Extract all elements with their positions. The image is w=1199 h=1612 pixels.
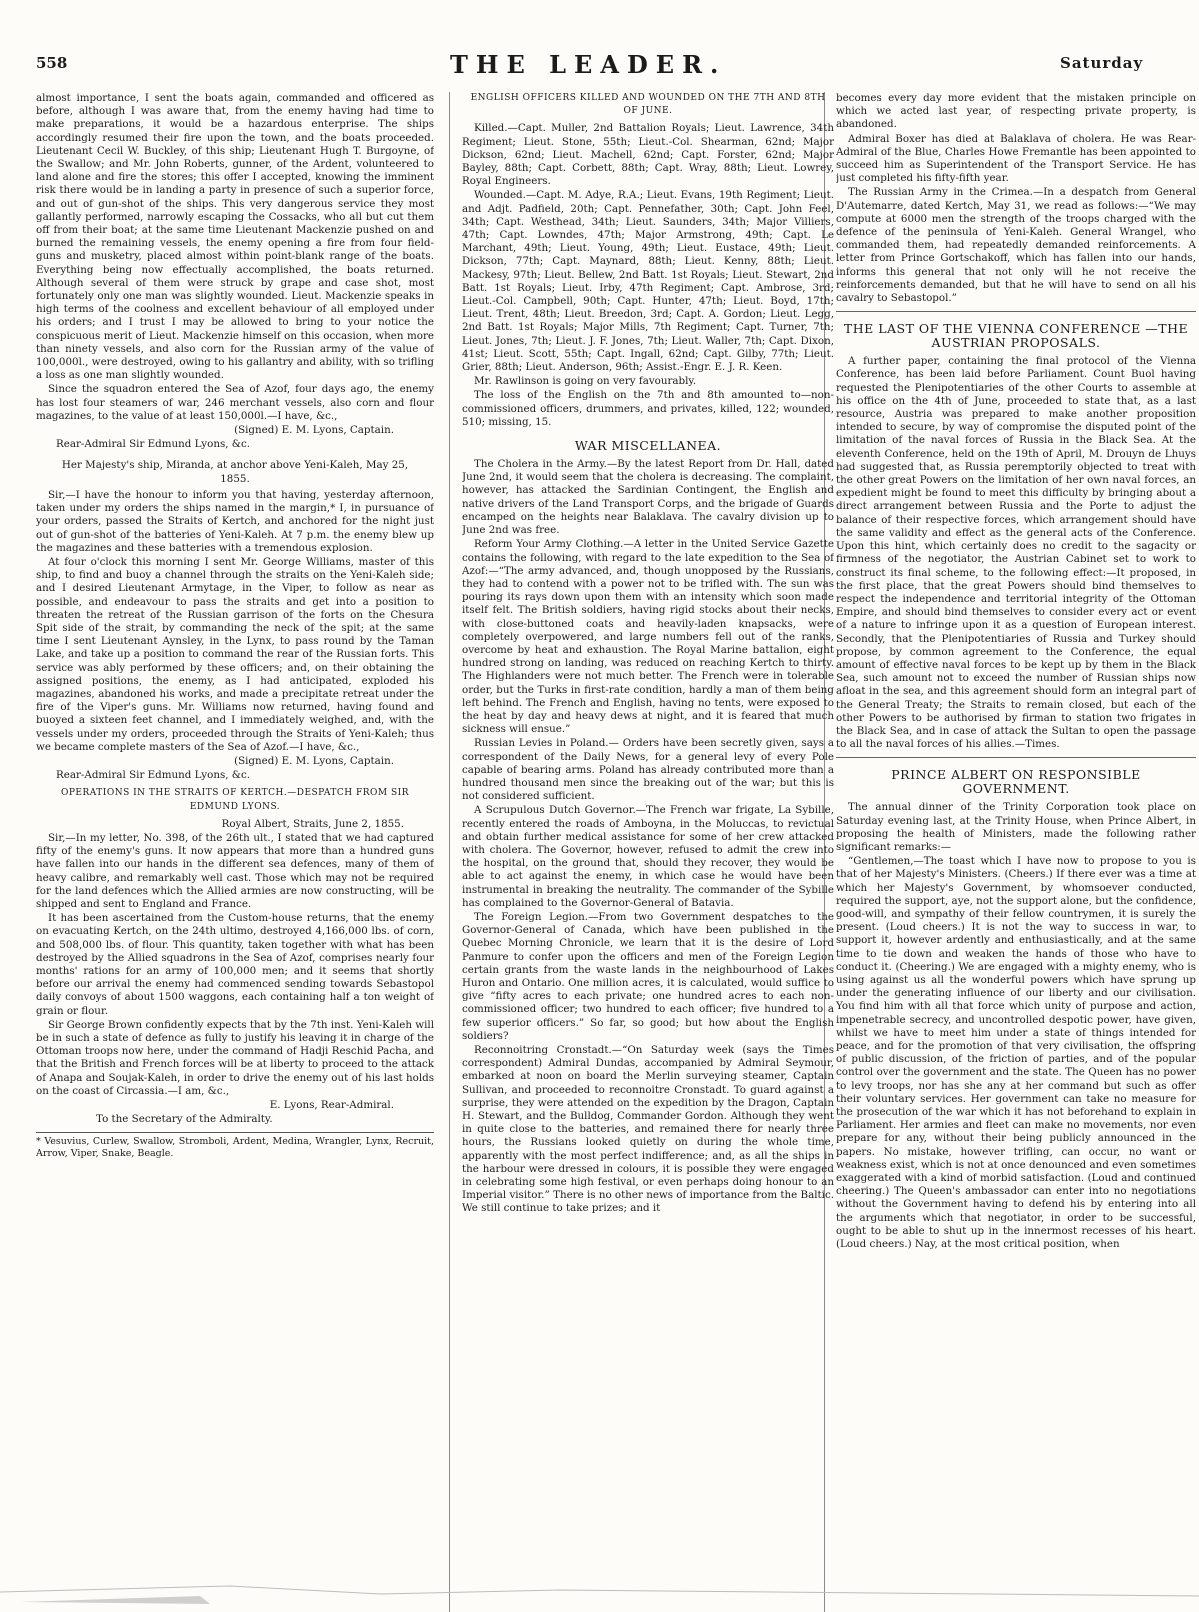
- issue-day: Saturday: [1060, 54, 1144, 72]
- section-rule: [836, 311, 1196, 312]
- paragraph: becomes every day more evident that the mistaken principle on which we acted last year, of respecting private property, is abandoned.: [836, 92, 1196, 131]
- section-heading: OPERATIONS IN THE STRAITS OF KERTCH.—DESPATCH FROM SIR EDMUND LYONS.: [61, 788, 409, 812]
- paragraph: The loss of the English on the 7th and 8th amounted to—non-commissioned officers, drummers, and privates, killed, 122; wounded, 510; missing, 15.: [462, 389, 834, 428]
- paragraph: A Scrupulous Dutch Governor.—The French war frigate, La Sybille, recently entered the roads of Amboyna, in the Moluccas, to revictual and obtain further medical assistance for some of her crew attacked with cholera. The Governor, however, refused to admit the crew into the hospital, on the ground that, should they recover, they would be able to act against the enemy, in which case he would have been instrumental in breaking the neutrality. The commander of the Sybille has complained to the Governor-General of Batavia.: [462, 804, 834, 909]
- paragraph: Killed.—Capt. Muller, 2nd Battalion Royals; Lieut. Lawrence, 34th Regiment; Lieut. Stone, 55th; Lieut.-Col. Shearman, 62nd; Major Dickson, 62nd; Lieut. Machell, 62nd; Capt. Forster, 62nd; Major Bayley, 88th; Capt. Corbett, 88th; Capt. Wray, 88th; Lieut. Lowrey, Royal Engineers.: [462, 122, 834, 188]
- masthead: [0, 0, 1199, 79]
- section-heading: PRINCE ALBERT ON RESPONSIBLE GOVERNMENT.: [891, 767, 1141, 797]
- paragraph: The Russian Army in the Crimea.—In a despatch from General D'Autemarre, dated Kertch, May 31, we read as follows:—“We may compute at 6000 men the strength of the troops charged with the defence of the peninsula of Yeni-Kaleh. General Wrangel, who commanded them, had repeatedly demanded reinforcements. A letter from Prince Gortschakoff, which has fallen into our hands, informs this general that not only will he not receive the reinforcements demanded, but that he will have to send on all his cavalry to Sebastopol.”: [836, 186, 1196, 305]
- paragraph: The Foreign Legion.—From two Government despatches to the Governor-General of Canada, which have been published in the Quebec Morning Chronicle, we learn that it is the desire of Lord Panmure to confer upon the officers and men of the Foreign Legion certain grants from the waste lands in the neighbourhood of Lakes Huron and Ontario. One million acres, it is calculated, would suffice to give “fifty acres to each private; one hundred acres to each non-commissioned officer; two hundred to each officer; five hundred to a few superior officers.” So far, so good; but how about the English soldiers?: [462, 910, 834, 1042]
- signature: (Signed) E. M. Lyons, Captain.: [234, 424, 394, 437]
- paragraph: At four o'clock this morning I sent Mr. George Williams, master of this ship, to find and buoy a channel through the straits on the Yeni-Kaleh side; and I desired Lieutenant Armytage, in the Viper, to follow as near as possible, and endeavour to pass the straits and get into a position to threaten the retreat of the Russian garrison of the forts on the Chesura Spit side of the strait, by commanding the neck of the spit; at the same time I sent Lieutenant Aynsley, in the Lynx, to pass round by the Taman Lake, and take up a position to command the rear of the Russian forts. This service was ably performed by these officers; and, on their obtaining the assigned positions, the enemy, as I had anticipated, exploded his magazines, abandoned his works, and made a precipitate retreat under the fire of the Viper's guns. Mr. Williams now returned, having found and buoyed a sixteen feet channel, and I immediately weighed, and, with the vessels under my orders, proceeded through the Straits of Yeni-Kaleh; thus we became complete masters of the Sea of Azof.—I have, &c.,: [36, 555, 434, 753]
- addressee: Rear-Admiral Sir Edmund Lyons, &c.: [56, 438, 250, 451]
- dateline: Royal Albert, Straits, June 2, 1855.: [221, 817, 404, 830]
- paragraph: “Gentlemen,—The toast which I have now to propose to you is that of her Majesty's Ministers. (Cheers.) If there ever was a time at which her Majesty's Government, by whomsoever conducted, required the support, aye, not the support alone, but the confidence, good-will, and sympathy of their fellow countrymen, it is surely the present. (Loud cheers.) It is not the way to success in war, to support it, however ardently and enthusiastically, and at the same time to tie down and weaken the hands of those who have to conduct it. (Cheering.) We are engaged with a mighty enemy, who is using against us all the wonderful powers which have sprung up under the generating influence of our liberty and our civilisation. You find him with all that force which unity of purpose and action, impenetrable secrecy, and uncontrolled despotic power, have given, whilst we have to meet him under a state of things intended for peace, and for the promotion of that very civilisation, the offspring of public discussion, of the friction of parties, and of the popular control over the government and the state. The Queen has no power to levy troops, nor has she any at her command but such as offer their voluntary services. Her government can take no measure for the prosecution of the war which it has not beforehand to explain in Parliament. Her armies and fleet can make no movements, nor even prepare for any, without their being publicly announced in the papers. No mistake, however trifling, can occur, no want or weakness exist, which is not at once denounced and even sometimes exaggerated with a kind of morbid satisfaction. (Loud and continued cheering.) The Queen's ambassador can enter into no negotiations without the Government having to defend his by entering into all the arguments which that negotiator, in order to be successful, ought to be able to shut up in the innermost recesses of his heart. (Loud cheers.) Nay, at the most critical position, when: [836, 855, 1196, 1251]
- paragraph: Reform Your Army Clothing.—A letter in the United Service Gazette contains the following, with regard to the late expedition to the Sea of Azof:—“The army advanced, and, though unopposed by the Russians, they had to contend with a power not to be trifled with. The sun was pouring its rays down upon them with an intensity which soon made itself felt. The British soldiers, having rigid stocks about their necks, with close-buttoned coats and heavily-laden knapsacks, were completely overpowered, and large numbers fell out of the ranks, overcome by heat and exhaustion. The Royal Marine battalion, eight hundred strong on landing, was reduced on reaching Kertch to thirty. The Highlanders were not much better. The French were in tolerable order, but the Turks in first-rate condition, hardly a man of them being left behind. The French and English, having no tents, were exposed to the heat by day and heavy dews at night, and it is feared that much sickness will ensue.”: [462, 538, 834, 736]
- signature: E. Lyons, Rear-Admiral.: [269, 1099, 394, 1112]
- column-rule: [449, 92, 450, 1612]
- newspaper-title: THE LEADER.: [450, 50, 727, 79]
- signature: (Signed) E. M. Lyons, Captain.: [234, 754, 394, 767]
- section-heading: THE LAST OF THE VIENNA CONFERENCE —THE AUSTRIAN PROPOSALS.: [843, 321, 1189, 351]
- section-heading: ENGLISH OFFICERS KILLED AND WOUNDED ON THE 7TH AND 8TH OF JUNE.: [470, 93, 826, 117]
- paragraph: Wounded.—Capt. M. Adye, R.A.; Lieut. Evans, 19th Regiment; Lieut. and Adjt. Padfield, 20th; Capt. Pennefather, 30th; Capt. John Feel, 34th; Capt. Westhead, 34th; Lieut. Saunders, 34th; Major Villiers, 47th; Capt. Lowndes, 47th; Major Armstrong, 49th; Capt. Le Marchant, 49th; Lieut. Young, 49th; Lieut. Eustace, 49th; Lieut. Dickson, 77th; Capt. Maynard, 88th; Lieut. Kenny, 88th; Lieut. Mackesy, 97th; Lieut. Bellew, 2nd Batt. 1st Royals; Lieut. Stewart, 2nd Batt. 1st Royals; Lieut. Irby, 47th Regiment; Capt. Ambrose, 3rd; Lieut.-Col. Campbell, 90th; Capt. Hunter, 47th; Lieut. Boyd, 17th; Lieut. Trent, 48th; Lieut. Breedon, 3rd; Capt. A. Gordon; Lieut. Legg, 2nd Batt. 1st Royals; Major Mills, 7th Regiment; Capt. Turner, 7th; Lieut. Jones, 7th; Lieut. J. F. Jones, 7th; Lieut. Waller, 7th; Capt. Dixon, 41st; Lieut. Scott, 55th; Capt. Ingall, 62nd; Capt. Gilby, 77th; Lieut. Grier, 88th; Lieut. Anderson, 96th; Assist.-Engr. E. J. R. Keen.: [462, 189, 834, 374]
- paragraph: almost importance, I sent the boats again, commanded and officered as before, although I was aware that, from the enemy having had time to make preparations, it would be a hazardous enterprise. The ships accordingly resumed their fire upon the town, and the boats proceeded. Lieutenant Cecil W. Buckley, of this ship; Lieutenant Hugh T. Burgoyne, of the Swallow; and Mr. John Roberts, gunner, of the Ardent, volunteered to land alone and fire the stores; this offer I accepted, knowing the imminent risk there would be in landing a party in presence of such a superior force, and out of gun-shot of the ships. This very dangerous service they most gallantly performed, narrowly escaping the Cossacks, who all but cut them off from their boat; at the same time Lieutenant Mackenzie pushed on and burned the remaining vessels, the enemy opening a fire from four field-guns and musketry, placed almost within point-blank range of the boats. Everything being now effectually accomplished, the boats returned. Although several of them were struck by grape and case shot, most fortunately only one man was slightly wounded. Lieut. Mackenzie speaks in high terms of the coolness and excellent behaviour of all employed under his orders; and I trust I may be allowed to bring to your notice the conspicuous merit of Lieut. Mackenzie himself on this occasion, when more than ninety vessels, and also corn for the Russian army of the value of 100,000l., were destroyed, owing to his gallantry and ability, with so trifling a loss as one man slightly wounded.: [36, 92, 434, 382]
- page-number: 558: [36, 54, 68, 72]
- paragraph: Admiral Boxer has died at Balaklava of cholera. He was Rear-Admiral of the Blue, Charles Howe Fremantle has been appointed to succeed him as Superintendent of the Transport Service. He has just completed his fifty-fifth year.: [836, 132, 1196, 185]
- paragraph: A further paper, containing the final protocol of the Vienna Conference, has been laid before Parliament. Count Buol having requested the Plenipotentiaries of the other Courts to assemble at his office on the 4th of June, proceeded to state that, as a last resource, Austria was prepared to make another proposition intended to secure, by way of compromise the disputed point of the limitation of the naval forces of Russia in the Black Sea. At the eleventh Conference, held on the 19th of April, M. Drouyn de Lhuys had suggested that, as Russia peremptorily objected to treat with the other great Powers on the limitation of her own naval forces, an expedient might be found to meet this difficulty by bringing about a direct arrangement between Russia and the Porte to adjust the balance of their respective forces, which arrangement should have the same validity and effect as the general acts of the Conference. Upon this hint, which certainly does no credit to the sagacity or firmness of the negotiator, the Austrian Cabinet set to work to construct its final scheme, to the following effect:—It proposed, in the first place, that the great Powers should bind themselves to respect the independence and territorial integrity of the Ottoman Empire, and should bind themselves to consider every act or event of a nature to infringe upon it as a question of European interest. Secondly, that the Plenipotentiaries of Russia and Turkey should propose, by common agreement to the Conference, the equal amount of effective naval forces to be kept up by them in the Black Sea, such amount not to exceed the number of Russian ships now afloat in the sea, and this agreement should form an integral part of the General Treaty; the Straits to remain closed, but each of the other Powers to be authorised by firman to station two frigates in the Black Sea, and in case of attack the Sultan to open the passage to all the naval forces of his allies.—Times.: [836, 355, 1196, 751]
- paragraph: Mr. Rawlinson is going on very favourably.: [474, 375, 697, 388]
- paragraph: Russian Levies in Poland.— Orders have been secretly given, says a correspondent of the Daily News, for a general levy of every Pole capable of bearing arms. Poland has already contributed more than a hundred thousand men since the breaking out of the war; but this is not considered sufficient.: [462, 737, 834, 803]
- paragraph: Reconnoitring Cronstadt.—“On Saturday week (says the Times correspondent) Admiral Dundas, accompanied by Admiral Seymour, embarked at noon on board the Merlin surveying steamer, Captain Sullivan, and proceeded to reconnoitre Cronstadt. To guard against a surprise, they were attended on the expedition by the Dragon, Captain H. Stewart, and the Bulldog, Commander Gordon. Although they went in quite close to the batteries, and remained there for nearly three hours, the Russians looked quietly on during the whole time, apparently with the most perfect indifference; and, as all the ships in the harbour were dressed in colours, it is possible they were engaged in celebrating some high festival, or even perhaps doing honour to an Imperial visitor.” There is no other news of importance from the Baltic. We still continue to take prizes; and it: [462, 1044, 834, 1215]
- paragraph: Since the squadron entered the Sea of Azof, four days ago, the enemy has lost four steamers of war, 246 merchant vessels, also corn and flour magazines, to the value of at least 150,000l.—I have, &c.,: [36, 383, 434, 422]
- paragraph: The annual dinner of the Trinity Corporation took place on Saturday evening last, at the Trinity House, when Prince Albert, in proposing the health of Ministers, made the following rather significant remarks:—: [836, 801, 1196, 853]
- footnote: * Vesuvius, Curlew, Swallow, Stromboli, Ardent, Medina, Wrangler, Lynx, Recruit, Arrow, Viper, Snake, Beagle.: [36, 1132, 434, 1160]
- column-3: [836, 92, 1196, 1582]
- section-heading: WAR MISCELLANEA.: [574, 438, 722, 454]
- dateline: Her Majesty's ship, Miranda, at anchor above Yeni-Kaleh, May 25, 1855.: [61, 459, 409, 485]
- scan-edge-artifact: [0, 1582, 1199, 1605]
- paragraph: The Cholera in the Army.—By the latest Report from Dr. Hall, dated June 2nd, it would seem that the cholera is decreasing. The complaint, however, has attacked the Sardinian Contingent, the English and native drivers of the Land Transport Corps, and the brigade of Guards encamped on the heights near Balaklava. The cavalry division up to June 2nd was free.: [462, 458, 834, 537]
- paragraph: Sir,—I have the honour to inform you that having, yesterday afternoon, taken under my orders the ships named in the margin,* I, in pursuance of your orders, passed the Straits of Kertch, and anchored for the night just out of gun-shot of the batteries of Yeni-Kaleh. At 7 p.m. the enemy blew up the magazines and these batteries with a tremendous explosion.: [36, 488, 434, 554]
- addressee: To the Secretary of the Admiralty.: [96, 1113, 273, 1126]
- column-2: [462, 92, 834, 1582]
- addressee: Rear-Admiral Sir Edmund Lyons, &c.: [56, 769, 250, 782]
- paragraph: Sir George Brown confidently expects that by the 7th inst. Yeni-Kaleh will be in such a state of defence as fully to justify his leaving it in charge of the Ottoman troops now here, under the command of Hadji Reschid Pacha, and that the British and French forces will be at liberty to proceed to the attack of Anapa and Soujak-Kaleh, in order to drive the enemy out of his last holds on the coast of Circassia.—I am, &c.,: [36, 1018, 434, 1097]
- column-1: [36, 92, 434, 1582]
- paragraph: Sir,—In my letter, No. 398, of the 26th ult., I stated that we had captured fifty of the enemy's guns. It now appears that more than a hundred guns have fallen into our hands in the different sea defences, many of them of heavy calibre, and remarkably well cast. Those which may not be required for the land defences which the Allied armies are now constructing, will be shipped and sent to England and France.: [36, 831, 434, 910]
- paragraph: It has been ascertained from the Custom-house returns, that the enemy on evacuating Kertch, on the 24th ultimo, destroyed 4,166,000 lbs. of corn, and 508,000 lbs. of flour. This quantity, taken together with what has been destroyed by the Allied squadrons in the Sea of Azof, comprises nearly four months' rations for an army of 100,000 men; and it seems that shortly before our arrival the enemy had commenced sending towards Sebastopol daily convoys of about 1500 waggons, each containing half a ton weight of grain or flour.: [36, 912, 434, 1017]
- section-rule: [836, 757, 1196, 758]
